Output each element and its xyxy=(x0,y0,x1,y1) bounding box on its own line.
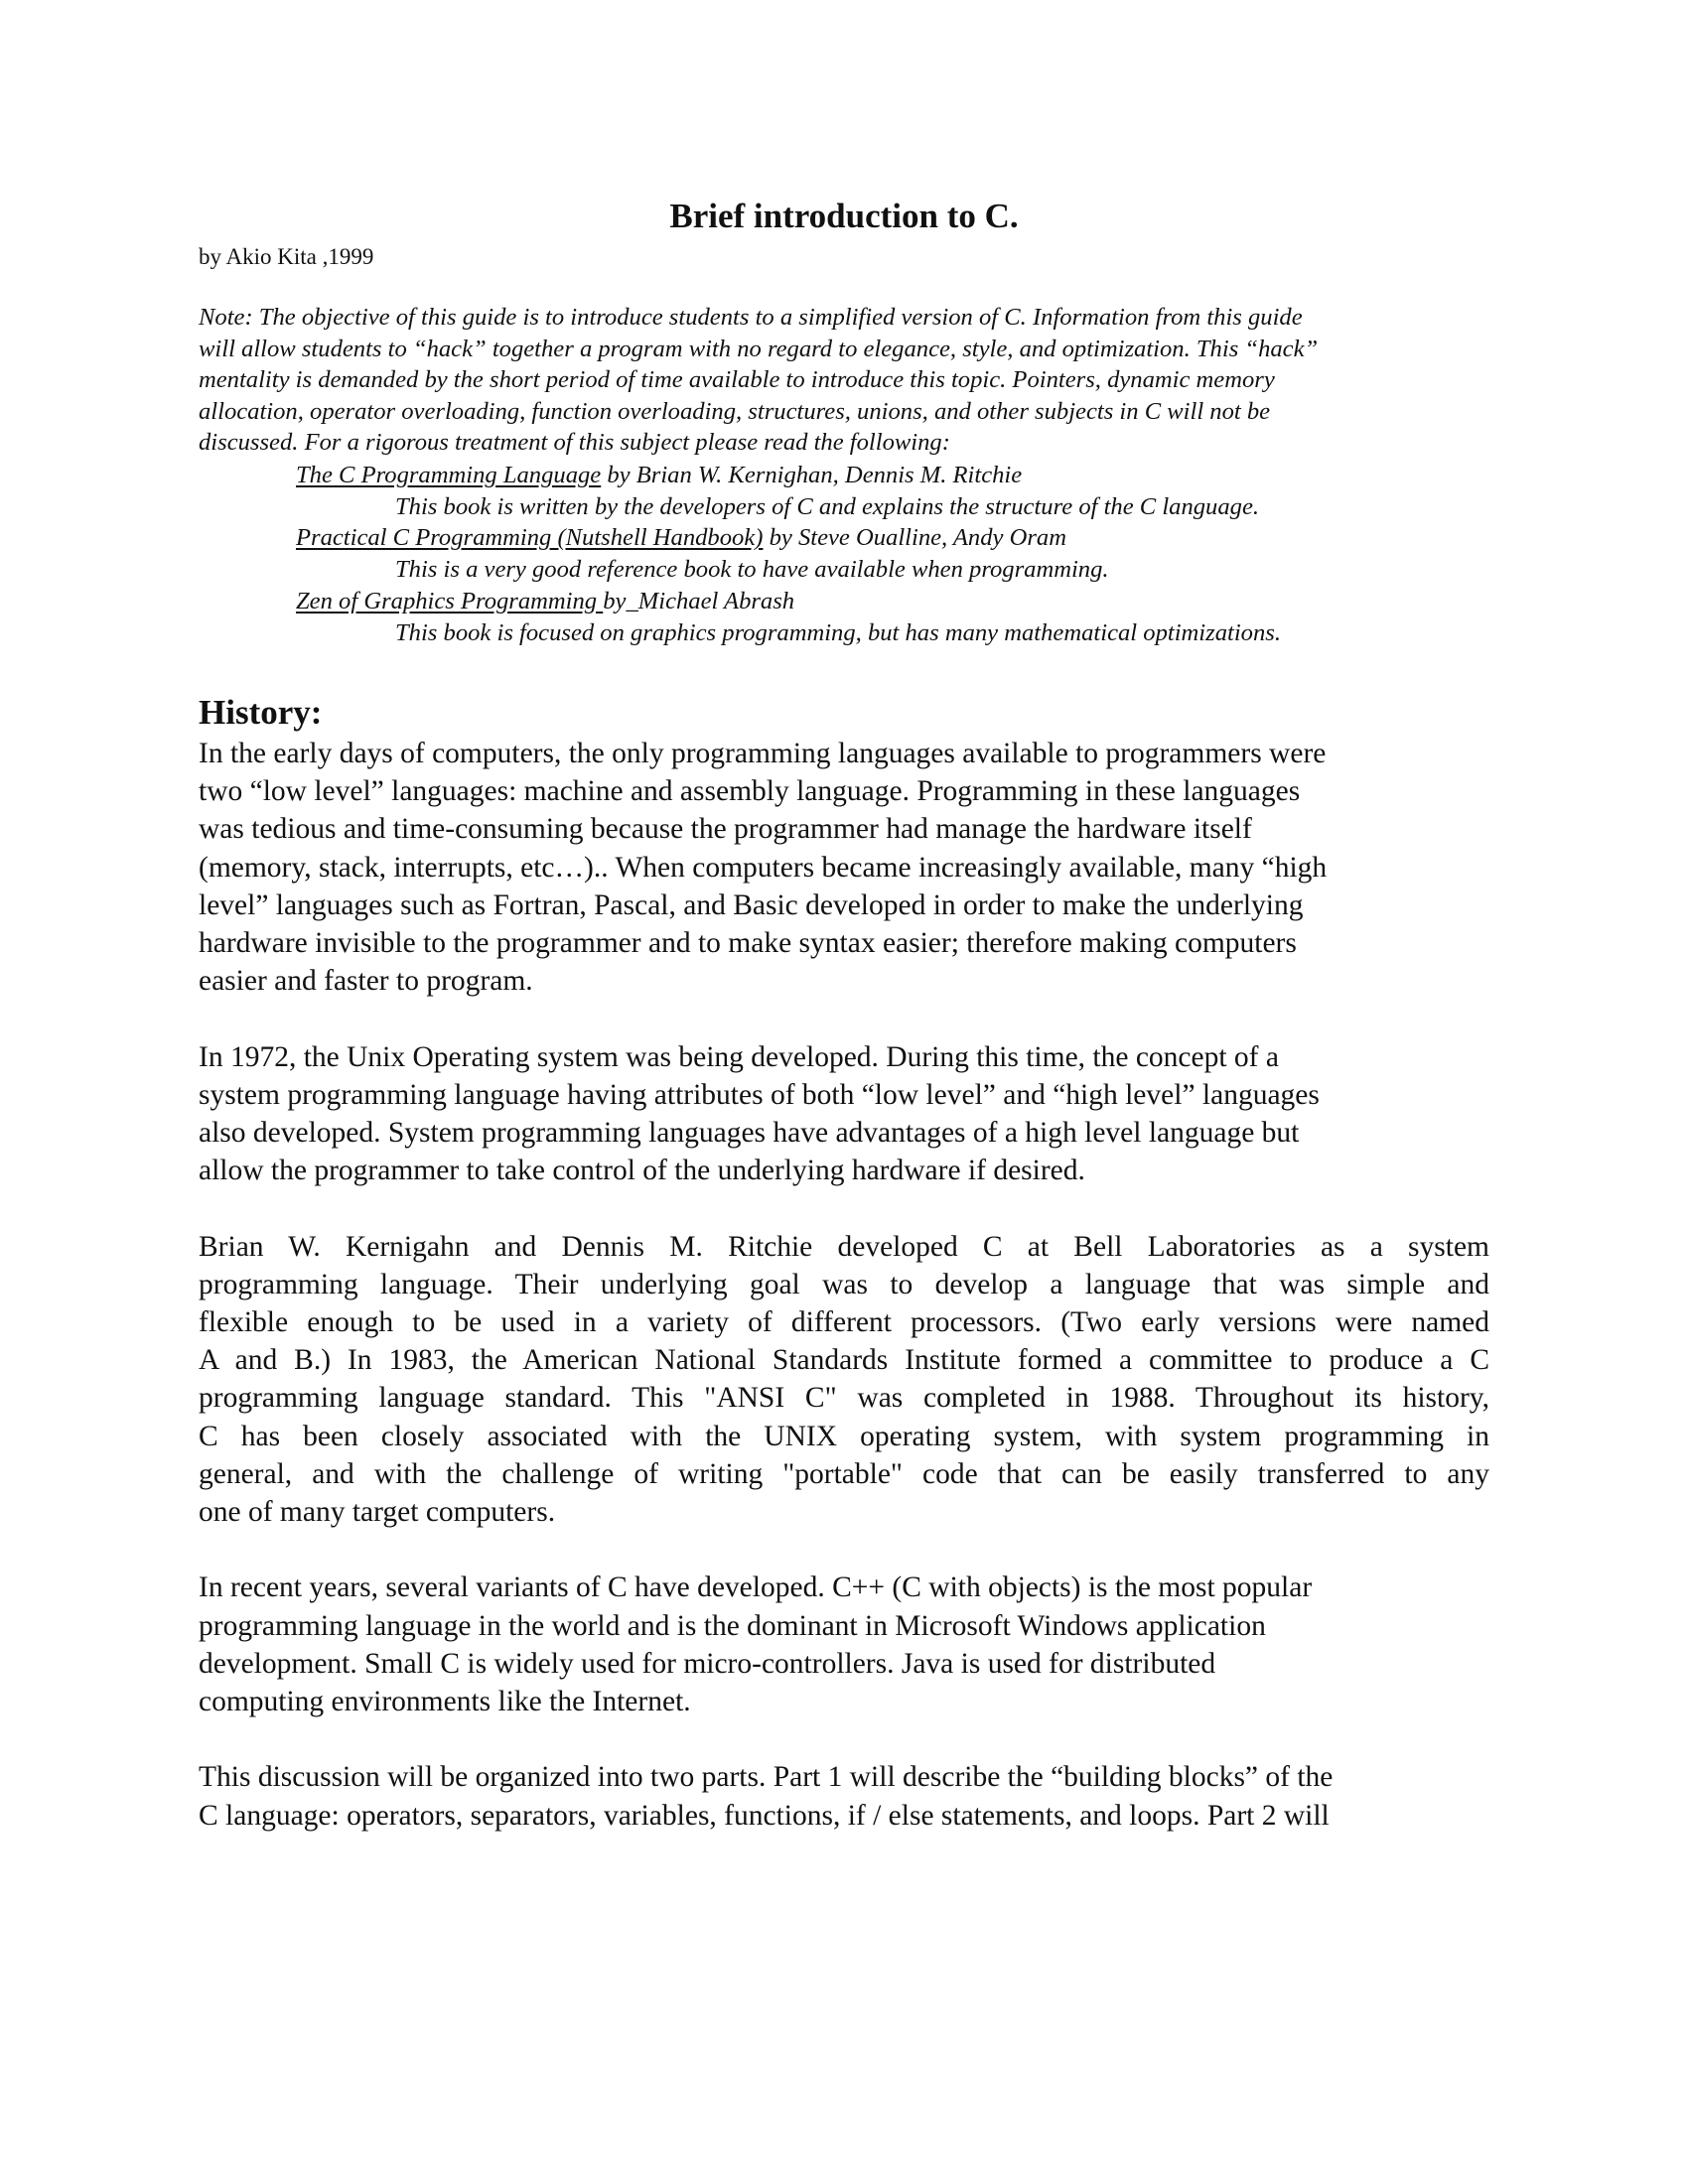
paragraph-line: C has been closely associated with the UNIX operating system, with system programming in xyxy=(199,1420,1489,1452)
paragraph-line: one of many target computers. xyxy=(199,1496,556,1529)
paragraph-line: also developed. System programming languages have advantages of a high level language but xyxy=(199,1117,1300,1150)
body-paragraph xyxy=(199,1758,1489,1834)
reference-citation xyxy=(296,522,1281,554)
history-body xyxy=(199,735,1489,1872)
paragraph-line: two “low level” languages: machine and assembly language. Programming in these languages xyxy=(199,775,1301,808)
note-line: Note: The objective of this guide is to introduce students to a simplified version of C. Information from this guide xyxy=(199,304,1303,331)
book-authors: by Brian W. Kernighan, Dennis M. Ritchie xyxy=(601,462,1023,488)
note-line: mentality is demanded by the short period of time available to introduce this topic. Pointers, dynamic memory xyxy=(199,366,1275,394)
paragraph-line: easier and faster to program. xyxy=(199,965,533,998)
book-title: The C Programming Language xyxy=(296,462,602,488)
body-paragraph xyxy=(199,1228,1489,1532)
paragraph-line: This discussion will be organized into two parts. Part 1 will describe the “building blocks” of the xyxy=(199,1761,1334,1794)
paragraph-line: In the early days of computers, the only programming languages available to programmers were xyxy=(199,738,1327,769)
paragraph-line: development. Small C is widely used for micro-controllers. Java is used for distributed xyxy=(199,1647,1216,1680)
introductory-note xyxy=(199,302,1489,459)
reference-list xyxy=(296,460,1281,648)
paragraph-line: Brian W. Kernigahn and Dennis M. Ritchie developed C at Bell Laboratories as a system xyxy=(199,1230,1489,1263)
document-title: Brief introduction to C. xyxy=(669,197,1019,235)
paragraph-line: programming language in the world and is the dominant in Microsoft Windows application xyxy=(199,1609,1266,1642)
paragraph-line: programming language. Their underlying goal was to develop a language that was simple and xyxy=(199,1268,1489,1300)
paragraph-line: In recent years, several variants of C have developed. C++ (C with objects) is the most popular xyxy=(199,1571,1313,1604)
book-title: Zen of Graphics Programming xyxy=(296,587,604,614)
paragraph-line: flexible enough to be used in a variety of different processors. (Two early versions were named xyxy=(199,1306,1489,1339)
reference-item xyxy=(296,586,1281,648)
book-description: This book is focused on graphics programming, but has many mathematical optimizations. xyxy=(395,618,1281,646)
note-line: discussed. For a rigorous treatment of this subject please read the following: xyxy=(199,429,950,457)
note-line: allocation, operator overloading, function overloading, structures, unions, and other subjects in C will not be xyxy=(199,397,1271,425)
paragraph-line: computing environments like the Internet. xyxy=(199,1686,691,1718)
paragraph-line: programming language standard. This "ANSI C" was completed in 1988. Throughout its history, xyxy=(199,1382,1489,1415)
body-paragraph xyxy=(199,1569,1489,1720)
body-paragraph xyxy=(199,1038,1489,1190)
paragraph-line: system programming language having attributes of both “low level” and “high level” languages xyxy=(199,1078,1320,1111)
paragraph-line: A and B.) In 1983, the American National Standards Institute formed a committee to produce a C xyxy=(199,1344,1489,1377)
book-title: Practical C Programming (Nutshell Handbook) xyxy=(296,524,764,552)
book-description: This book is written by the developers of C and explains the structure of the C language. xyxy=(395,492,1260,520)
body-paragraph xyxy=(199,735,1489,1000)
paragraph-line: (memory, stack, interrupts, etc…).. When computers became increasingly available, many “high xyxy=(199,851,1328,884)
paragraph-line: general, and with the challenge of writing "portable" code that can be easily transferred to any xyxy=(199,1457,1489,1490)
author-byline: by Akio Kita ,1999 xyxy=(199,244,374,269)
section-heading-history: History: xyxy=(199,693,323,732)
paragraph-line: In 1972, the Unix Operating system was being developed. During this time, the concept of a xyxy=(199,1040,1279,1073)
book-description: This is a very good reference book to have available when programming. xyxy=(395,556,1109,584)
paragraph-line: level” languages such as Fortran, Pascal, and Basic developed in order to make the underlying xyxy=(199,888,1304,921)
paragraph-line: C language: operators, separators, variables, functions, if / else statements, and loops. Part 2 will xyxy=(199,1799,1330,1832)
reference-citation xyxy=(296,460,1281,491)
book-authors: by Steve Oualline, Andy Oram xyxy=(763,524,1066,552)
paragraph-line: was tedious and time-consuming because the programmer had manage the hardware itself xyxy=(199,813,1252,846)
reference-item xyxy=(296,460,1281,522)
note-line: will allow students to “hack” together a program with no regard to elegance, style, and optimization. This “hack” xyxy=(199,335,1319,362)
paragraph-line: hardware invisible to the programmer and to make syntax easier; therefore making computers xyxy=(199,927,1297,960)
paragraph-line: allow the programmer to take control of the underlying hardware if desired. xyxy=(199,1155,1085,1187)
book-authors: by_Michael Abrash xyxy=(603,587,795,614)
reference-citation xyxy=(296,586,1281,617)
reference-item xyxy=(296,522,1281,585)
